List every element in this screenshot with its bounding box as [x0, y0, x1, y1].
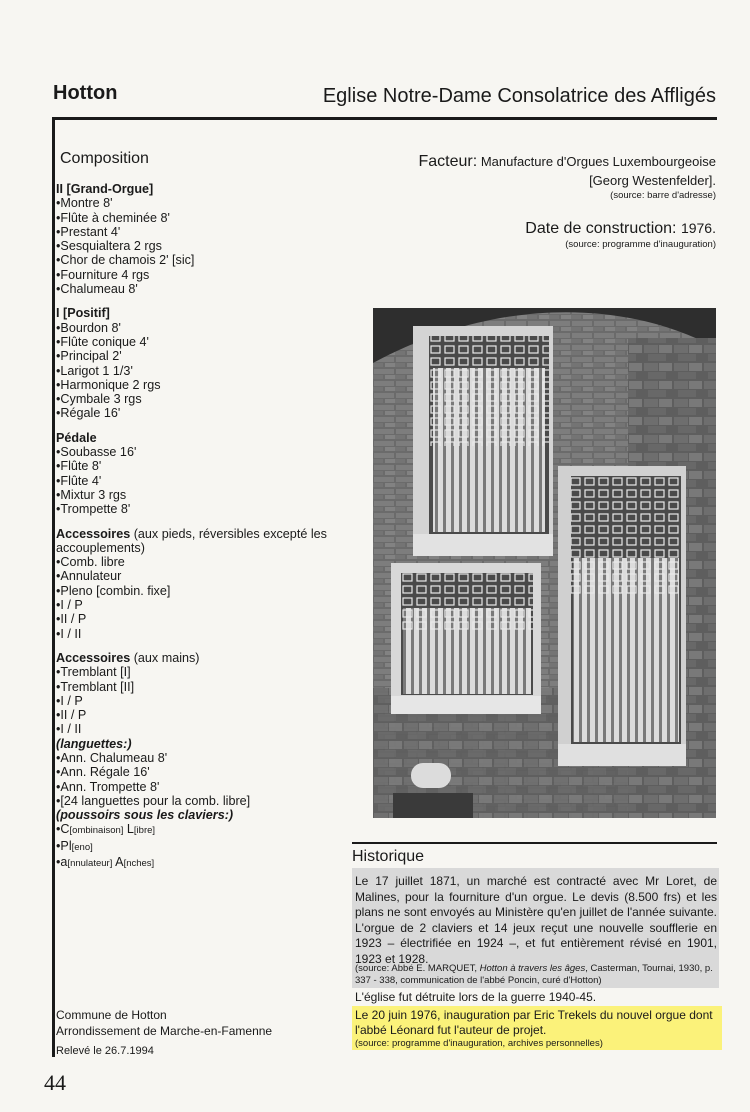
- accessory-item: • Tremblant [I]: [56, 665, 346, 679]
- stop-item: • Flûte 8': [56, 459, 346, 473]
- composition-list: [56, 182, 346, 871]
- historique-text: Le 17 juillet 1871, un marché est contracté avec Mr Loret, de Malines, pour la fourniture d'un orgue. Le devis (8.500 frs) et les plans ne sont envoyés au Ministère qu'en juillet de l'année suivante. L'orgue de 2 claviers et 14 jeux reçut une nouvelle soufflerie en 1923 – électrifiée en 1924 –, et fut entièrement révisé en 1901, 1923 et 1928.: [355, 874, 717, 966]
- stop-item: • Montre 8': [56, 196, 346, 210]
- accessory-item: • I / P: [56, 694, 346, 708]
- inauguration-source: (source: programme d'inauguration, archives personnelles): [355, 1038, 603, 1049]
- accessoires-mains-title: [56, 651, 346, 665]
- positif-title: I [Positif]: [56, 306, 110, 321]
- stop-item: • Larigot 1 1/3': [56, 364, 346, 378]
- organ-photo: [373, 308, 716, 818]
- facteur-line2: [Georg Westenfelder].: [589, 173, 716, 188]
- grand-orgue-title: II [Grand-Orgue]: [56, 182, 154, 196]
- stop-item: • Prestant 4': [56, 225, 346, 239]
- accessoires-pieds-items: [56, 555, 346, 641]
- stop-item: • Chalumeau 8': [56, 282, 346, 296]
- accessory-item: • I / II: [56, 627, 346, 641]
- source-book-title: Hotton à travers les âges: [479, 963, 586, 974]
- poussoir-item: [56, 839, 346, 855]
- facteur-line1: Manufacture d'Orgues Luxembourgeoise: [480, 154, 716, 169]
- commune-name: Commune de Hotton: [56, 1008, 167, 1022]
- date-value: 1976.: [680, 220, 716, 236]
- poussoir-letter: Pl: [60, 838, 72, 853]
- stop-item: • Bourdon 8': [56, 321, 346, 335]
- grand-orgue-stops: [56, 196, 346, 296]
- releve-date: Relevé le 26.7.1994: [56, 1045, 154, 1057]
- inauguration-text: Le 20 juin 1976, inauguration par Eric Trekels du nouvel orgue dont l'abbé Léonard fut l'auteur de projet.: [355, 1008, 713, 1037]
- languettes-title: (languettes:): [56, 736, 132, 751]
- accessoires-label: Accessoires: [56, 650, 131, 665]
- languettes-items: [56, 751, 346, 808]
- poussoir-letter: A: [115, 855, 124, 870]
- stop-item: • Flûte à cheminée 8': [56, 211, 346, 225]
- accessory-item: • Ann. Chalumeau 8': [56, 751, 346, 765]
- accessory-item: • Comb. libre: [56, 555, 346, 569]
- poussoir-sub: [nnulateur]: [67, 858, 113, 870]
- poussoir-sub: [eno]: [71, 841, 93, 853]
- poussoir-item: [56, 855, 346, 871]
- composition-title: Composition: [60, 150, 149, 167]
- accessoires-note: (aux pieds, réversibles excepté les accouplements): [56, 526, 327, 555]
- page-place-title: Hotton: [53, 82, 118, 104]
- facteur-block: [336, 152, 716, 202]
- commune-info: [56, 1007, 272, 1039]
- accessory-item: • Annulateur: [56, 569, 346, 583]
- source-part: , Casterman, Tournai, 1930, p. 337 - 338, communication de l'abbé Poncin, curé d'Hotton): [355, 963, 713, 986]
- poussoir-letter: a: [60, 855, 68, 870]
- poussoir-letter: L: [126, 822, 134, 837]
- historique-source: [355, 963, 717, 986]
- accessory-item: • II / P: [56, 708, 346, 722]
- historique-title: Historique: [352, 848, 425, 865]
- source-part: (source: Abbé E. MARQUET,: [355, 963, 480, 974]
- facteur-source: (source: barre d'adresse): [610, 190, 716, 201]
- stop-item: • Chor de chamois 2' [sic]: [56, 253, 346, 267]
- stop-item: • Principal 2': [56, 349, 346, 363]
- positif-stops: [56, 321, 346, 421]
- accessory-item: • Pleno [combin. fixe]: [56, 584, 346, 598]
- accessoires-pieds-title: [56, 527, 346, 556]
- accessory-item: • I / II: [56, 722, 346, 736]
- accessory-item: • Ann. Trompette 8': [56, 780, 346, 794]
- accessoires-label: Accessoires: [56, 526, 131, 541]
- accessoires-note: (aux mains): [133, 650, 200, 665]
- poussoir-letter: C: [60, 822, 70, 837]
- header-rule: [52, 117, 717, 120]
- church-title: Eglise Notre-Dame Consolatrice des Affligés: [322, 85, 716, 107]
- stop-item: • Cymbale 3 rgs: [56, 392, 346, 406]
- accessory-item: • I / P: [56, 598, 346, 612]
- poussoir-sub: [ibre]: [133, 825, 156, 837]
- stop-item: • Soubasse 16': [56, 445, 346, 459]
- stop-item: • Mixtur 3 rgs: [56, 488, 346, 502]
- poussoir-sub: [ombinaison]: [69, 825, 124, 837]
- stop-item: • Flûte conique 4': [56, 335, 346, 349]
- historique-rule: [352, 842, 717, 844]
- poussoir-sub: [nches]: [123, 858, 155, 870]
- stop-item: • Harmonique 2 rgs: [56, 378, 346, 392]
- stop-item: • Régale 16': [56, 406, 346, 420]
- date-label: Date de construction:: [525, 220, 677, 237]
- accessory-item: • Ann. Régale 16': [56, 765, 346, 779]
- stop-item: • Fourniture 4 rgs: [56, 268, 346, 282]
- facteur-label: Facteur:: [418, 153, 478, 170]
- page-number: 44: [44, 1070, 66, 1095]
- date-source: (source: programme d'inauguration): [565, 239, 716, 250]
- accessoires-mains-items: [56, 665, 346, 736]
- date-block: [356, 218, 716, 251]
- poussoir-item: [56, 822, 346, 838]
- pedale-title: Pédale: [56, 430, 97, 445]
- left-rule: [52, 117, 55, 1057]
- stop-item: • Trompette 8': [56, 502, 346, 516]
- stop-item: • Sesquialtera 2 rgs: [56, 239, 346, 253]
- stop-item: • Flûte 4': [56, 474, 346, 488]
- pedale-stops: [56, 445, 346, 516]
- poussoirs-title: (poussoirs sous les claviers:): [56, 808, 234, 823]
- destruction-note: L'église fut détruite lors de la guerre 1940-45.: [355, 990, 597, 1004]
- accessory-item: • II / P: [56, 612, 346, 626]
- accessory-item: • [24 languettes pour la comb. libre]: [56, 794, 346, 808]
- accessory-item: • Tremblant [II]: [56, 680, 346, 694]
- arrondissement-name: Arrondissement de Marche-en-Famenne: [56, 1024, 273, 1038]
